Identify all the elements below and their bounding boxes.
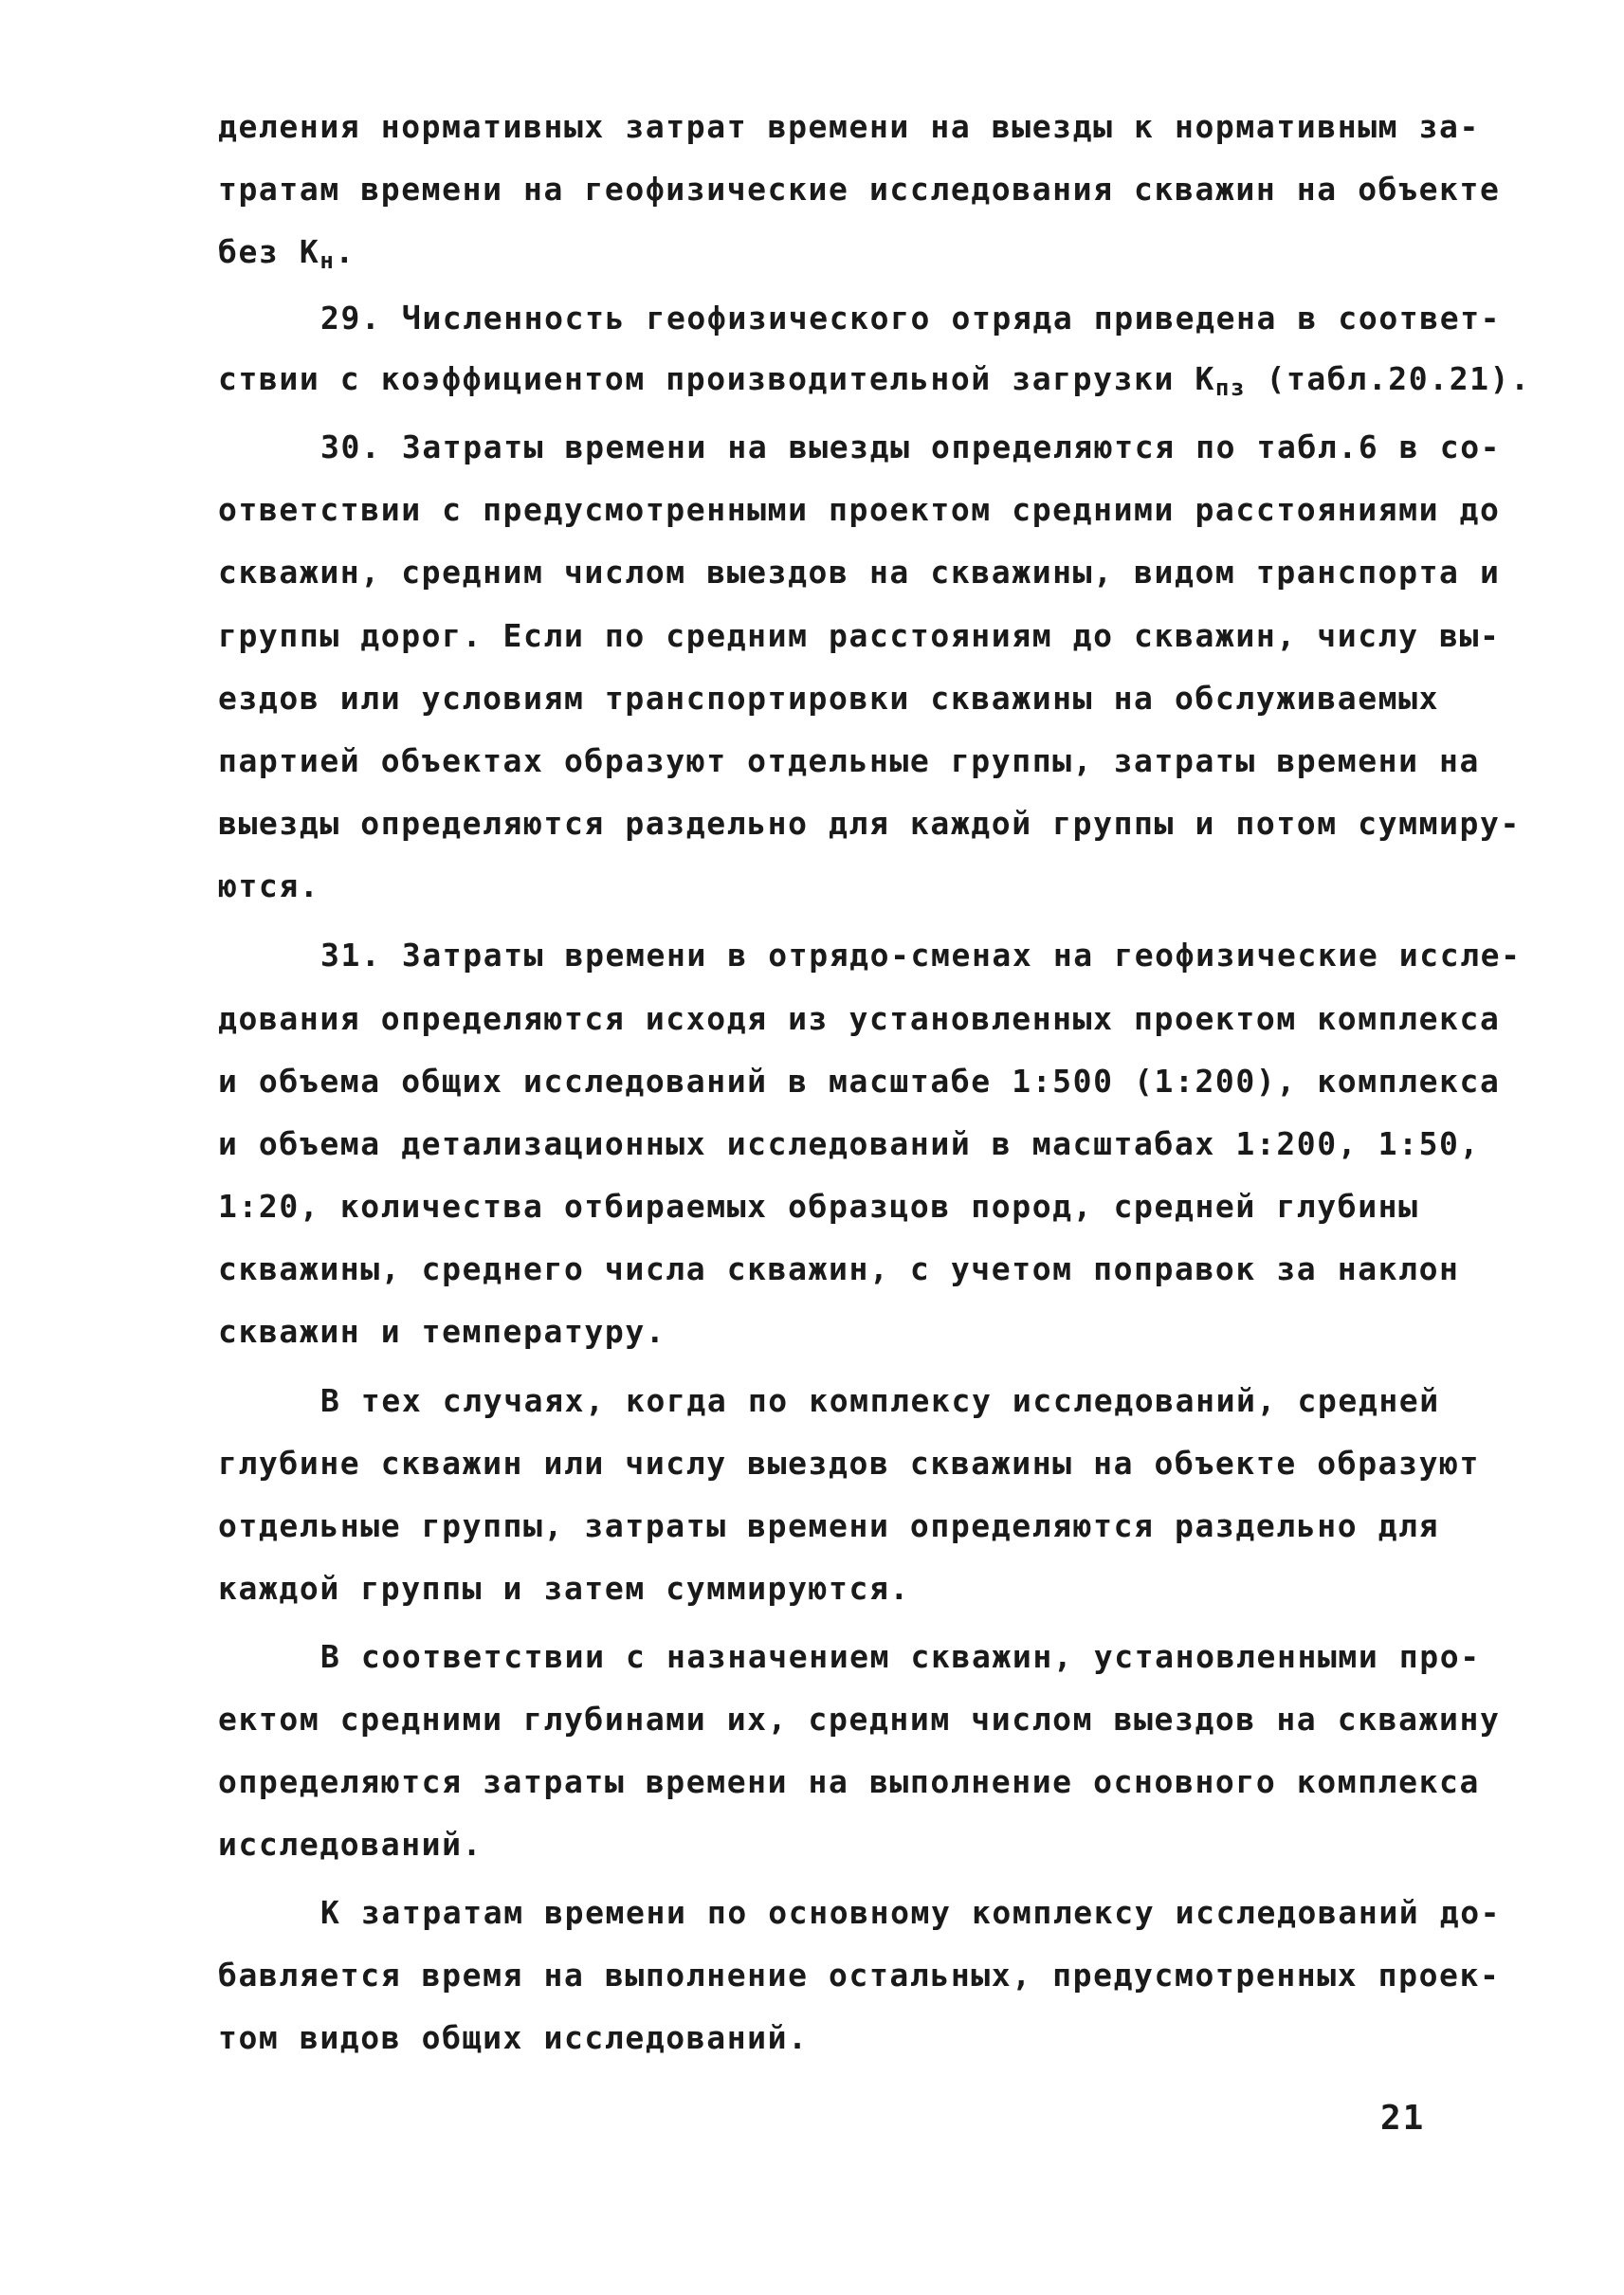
text-line: К затратам времени по основному комплексу исследований до- <box>320 1894 1502 1931</box>
text-line: ствии с коэффициентом производительной загрузки $К_{пз}$ (табл.20.21). <box>218 360 1531 401</box>
text-line: без $К_н$. <box>218 233 356 274</box>
text-line: том видов общих исследований. <box>218 2019 809 2056</box>
text-line: 29. Численность геофизического отряда приведена в соответ- <box>320 300 1502 337</box>
text-line: группы дорог. Если по средним расстояниям до скважин, числу вы- <box>218 617 1501 654</box>
text-line: тратам времени на геофизические исследования скважин на объекте <box>218 171 1501 208</box>
text-line: скважин и температуру. <box>218 1313 666 1350</box>
text-line: 30. Затраты времени на выезды определяются по табл.6 в со- <box>320 428 1502 465</box>
text-line: дования определяются исходя из установленных проектом комплекса <box>218 1000 1501 1037</box>
text-line: ездов или условиям транспортировки скважины на обслуживаемых <box>218 680 1440 717</box>
text-line: партией объектах образуют отдельные группы, затраты времени на <box>218 742 1480 779</box>
text-line: глубине скважин или числу выездов скважины на объекте образуют <box>218 1445 1480 1482</box>
text-line: определяются затраты времени на выполнение основного комплекса <box>218 1763 1480 1800</box>
text-line: 31. Затраты времени в отрядо-сменах на геофизические иссле- <box>320 937 1522 974</box>
text-line: бавляется время на выполнение остальных, предусмотренных проек- <box>218 1957 1501 1994</box>
text-line: В соответствии с назначением скважин, установленными про- <box>320 1638 1481 1675</box>
text-line: и объема детализационных исследований в масштабах 1:200, 1:50, <box>218 1125 1480 1162</box>
text-line: В тех случаях, когда по комплексу исследований, средней <box>320 1382 1440 1419</box>
text-line: выезды определяются раздельно для каждой группы и потом суммиру- <box>218 805 1521 842</box>
text-line: и объема общих исследований в масштабе 1:500 (1:200), комплекса <box>218 1063 1501 1100</box>
text-line: ектом средними глубинами их, средним числом выездов на скважину <box>218 1701 1501 1738</box>
text-line: скважины, среднего числа скважин, с учетом поправок за наклон <box>218 1250 1460 1287</box>
text-line: скважин, средним числом выездов на скважины, видом транспорта и <box>218 554 1501 591</box>
text-line: ответствии с предусмотренными проектом средними расстояниями до <box>218 491 1501 528</box>
page-number: 21 <box>1380 2099 1426 2138</box>
text-line: исследований. <box>218 1826 484 1863</box>
text-line: деления нормативных затрат времени на выезды к нормативным за- <box>218 108 1480 145</box>
text-line: 1:20, количества отбираемых образцов пород, средней глубины <box>218 1188 1419 1225</box>
text-line: ются. <box>218 867 320 904</box>
text-line: каждой группы и затем суммируются. <box>218 1570 910 1607</box>
text-line: отдельные группы, затраты времени определяются раздельно для <box>218 1507 1440 1544</box>
